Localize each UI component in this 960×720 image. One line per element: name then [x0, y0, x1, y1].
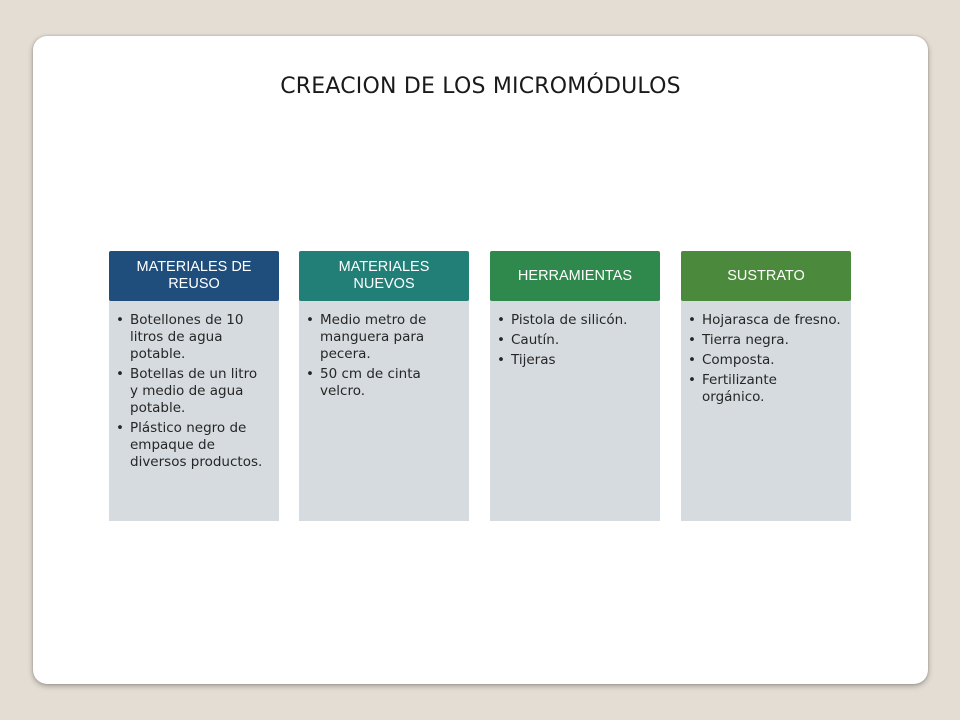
column-heading: SUSTRATO — [681, 251, 851, 301]
column-body — [299, 278, 469, 521]
column-bullet-item: • Fertilizante orgánico. — [687, 372, 841, 406]
column-bullet-item: • Pistola de silicón. — [496, 312, 650, 329]
column-materiales-de-reuso — [109, 251, 279, 521]
column-bullet-item: • Composta. — [687, 352, 841, 369]
column-heading: MATERIALES NUEVOS — [299, 251, 469, 301]
column-bullet-item: • 50 cm de cinta velcro. — [305, 366, 459, 400]
column-bullet-item: • Tijeras — [496, 352, 650, 369]
column-bullet-item: • Tierra negra. — [687, 332, 841, 349]
column-bullet-item: • Medio metro de manguera para pecera. — [305, 312, 459, 363]
column-bullet-item: • Botellones de 10 litros de agua potable. — [115, 312, 269, 363]
column-bullet-item: • Botellas de un litro y medio de agua potable. — [115, 366, 269, 417]
column-herramientas — [490, 251, 660, 521]
column-item-list — [305, 312, 459, 400]
column-bullet-item: • Plástico negro de empaque de diversos productos. — [115, 420, 269, 471]
column-body — [681, 278, 851, 521]
column-item-list — [496, 312, 650, 369]
column-heading: HERRAMIENTAS — [490, 251, 660, 301]
column-item-list — [687, 312, 841, 406]
column-bullet-item: • Hojarasca de fresno. — [687, 312, 841, 329]
column-heading: MATERIALES DE REUSO — [109, 251, 279, 301]
column-sustrato — [681, 251, 851, 521]
column-materiales-nuevos — [299, 251, 469, 521]
column-bullet-item: • Cautín. — [496, 332, 650, 349]
column-body — [109, 278, 279, 521]
slide — [33, 36, 928, 684]
slide-title: CREACION DE LOS MICROMÓDULOS — [280, 74, 681, 99]
column-item-list — [115, 312, 269, 471]
column-body — [490, 278, 660, 521]
